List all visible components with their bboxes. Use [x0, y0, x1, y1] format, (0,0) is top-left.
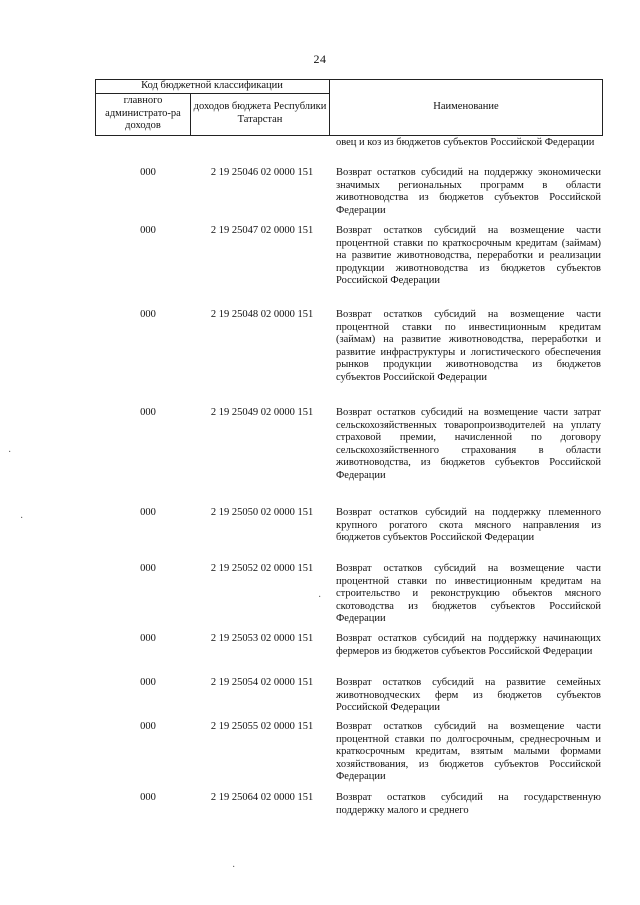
header-col-income: доходов бюджета Республики Татарстан [193, 101, 327, 125]
scan-speck: · [8, 447, 12, 458]
admin-code: 000 [140, 563, 156, 574]
header-col-divider-2 [329, 79, 330, 136]
scan-speck: · [20, 513, 24, 524]
income-code: 2 19 25064 02 0000 151 [210, 792, 314, 803]
row-name: Возврат остатков субсидий на поддержку племенного крупного рогатого скота мясного направления из бюджетов субъектов Российской Федерации [336, 507, 601, 543]
scan-speck: · [232, 862, 236, 873]
row-name: Возврат остатков субсидий на поддержку экономически значимых региональных программ в области животноводства из бюджетов субъектов Российской Федерации [336, 167, 601, 216]
header-group-divider [95, 93, 329, 94]
page-number: 24 [313, 52, 327, 66]
admin-code: 000 [140, 309, 156, 320]
header-group-title: Код бюджетной классификации [141, 80, 283, 91]
row-name: Возврат остатков субсидий на государственную поддержку малого и среднего [336, 792, 601, 816]
header-col-name: Наименование [433, 101, 499, 112]
income-code: 2 19 25052 02 0000 151 [210, 563, 314, 574]
row-name: Возврат остатков субсидий на возмещение части затрат сельскохозяйственных товаропроизводителей на уплату страховой премии, начисленной по договору сельскохозяйственного страхования в области животноводства, из бюджетов субъектов Российской Федерации [336, 407, 601, 481]
row-name: Возврат остатков субсидий на развитие семейных животноводческих ферм из бюджетов субъектов Российской Федерации [336, 677, 601, 713]
admin-code: 000 [140, 507, 156, 518]
income-code: 2 19 25050 02 0000 151 [210, 507, 314, 518]
header-col-divider-1 [190, 93, 191, 136]
admin-code: 000 [140, 633, 156, 644]
table-header [95, 79, 603, 136]
income-code: 2 19 25047 02 0000 151 [210, 225, 314, 236]
admin-code: 000 [140, 167, 156, 178]
admin-code: 000 [140, 677, 156, 688]
row-name: Возврат остатков субсидий на возмещение части процентной ставки по инвестиционным кредитам (займам) на развитие животноводства, переработки и развитие инфраструктуры и логистического обеспечения рынков продукции животноводства из бюджетов субъектов Российской Федерации [336, 309, 601, 383]
row-name: Возврат остатков субсидий на поддержку начинающих фермеров из бюджетов субъектов Российской Федерации [336, 633, 601, 657]
row-name: Возврат остатков субсидий на возмещение части процентной ставки по краткосрочным кредитам (займам) на развитие животноводства, переработки и реализации продукции животноводства из бюджетов субъектов Российской Федерации [336, 225, 601, 286]
income-code: 2 19 25053 02 0000 151 [210, 633, 314, 644]
admin-code: 000 [140, 407, 156, 418]
row-name: Возврат остатков субсидий на возмещение части процентной ставки по долгосрочным, среднесрочным и краткосрочным кредитам, взятым малыми формами хозяйствования, из бюджетов субъектов Российской Федерации [336, 721, 601, 782]
income-code: 2 19 25049 02 0000 151 [210, 407, 314, 418]
income-code: 2 19 25046 02 0000 151 [210, 167, 314, 178]
scan-speck: · [318, 592, 322, 603]
row-name: Возврат остатков субсидий на возмещение части процентной ставки по инвестиционным кредитам на строительство и реконструкцию объектов мясного скотоводства из бюджетов субъектов Российской Федерации [336, 563, 601, 624]
header-right-border [602, 79, 603, 136]
income-code: 2 19 25048 02 0000 151 [210, 309, 314, 320]
admin-code: 000 [140, 792, 156, 803]
income-code: 2 19 25055 02 0000 151 [210, 721, 314, 732]
header-col-admin: главного администрато-ра доходов [105, 95, 181, 131]
continuation-text: овец и коз из бюджетов субъектов Российской Федерации [336, 137, 595, 148]
income-code: 2 19 25054 02 0000 151 [210, 677, 314, 688]
admin-code: 000 [140, 225, 156, 236]
admin-code: 000 [140, 721, 156, 732]
header-bottom-border [95, 135, 603, 136]
